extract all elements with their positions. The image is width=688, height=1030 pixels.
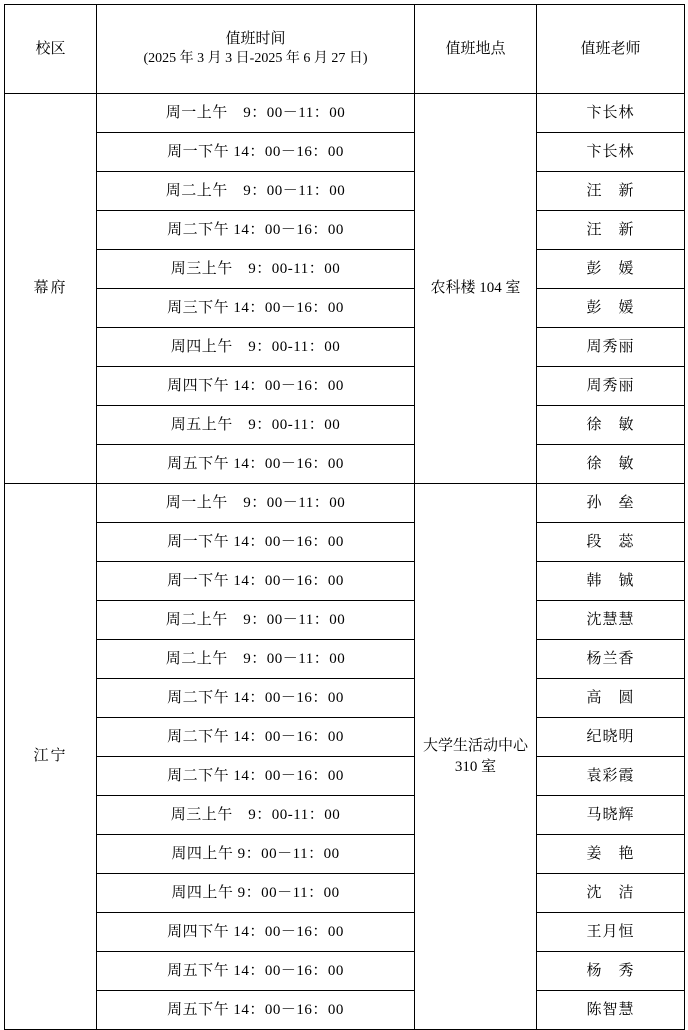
- table-row: [5, 172, 685, 211]
- duty-time-cell: 周二上午 9：00－11：00: [97, 172, 415, 211]
- duty-teacher-cell: 孙 垒: [537, 484, 685, 523]
- table-row: [5, 913, 685, 952]
- duty-time-cell: 周二下午 14：00－16：00: [97, 757, 415, 796]
- table-row: [5, 94, 685, 133]
- duty-teacher-cell: 汪 新: [537, 211, 685, 250]
- duty-time-cell: 周四下午 14：00－16：00: [97, 913, 415, 952]
- table-row: [5, 562, 685, 601]
- duty-time-cell: 周五下午 14：00－16：00: [97, 952, 415, 991]
- duty-teacher-cell: 陈智慧: [537, 991, 685, 1030]
- table-row: [5, 523, 685, 562]
- duty-teacher-cell: 周秀丽: [537, 328, 685, 367]
- duty-time-cell: 周二上午 9：00－11：00: [97, 601, 415, 640]
- duty-teacher-cell: 姜 艳: [537, 835, 685, 874]
- duty-place-cell: [415, 484, 537, 1030]
- table-row: [5, 211, 685, 250]
- duty-time-cell: 周一下午 14：00－16：00: [97, 562, 415, 601]
- duty-teacher-cell: 卞长林: [537, 94, 685, 133]
- table-row: [5, 991, 685, 1030]
- duty-teacher-cell: 沈 洁: [537, 874, 685, 913]
- table-row: [5, 484, 685, 523]
- table-row: [5, 718, 685, 757]
- duty-time-cell: 周二下午 14：00－16：00: [97, 211, 415, 250]
- duty-time-cell: 周二下午 14：00－16：00: [97, 718, 415, 757]
- duty-teacher-cell: 杨兰香: [537, 640, 685, 679]
- duty-teacher-cell: 沈慧慧: [537, 601, 685, 640]
- duty-time-cell: 周三上午 9：00-11：00: [97, 250, 415, 289]
- duty-place-cell: [415, 94, 537, 484]
- duty-time-cell: 周一上午 9：00－11：00: [97, 484, 415, 523]
- duty-time-cell: 周五下午 14：00－16：00: [97, 445, 415, 484]
- duty-teacher-cell: 杨 秀: [537, 952, 685, 991]
- duty-time-cell: 周一下午 14：00－16：00: [97, 523, 415, 562]
- table-row: [5, 796, 685, 835]
- table-row: [5, 952, 685, 991]
- duty-schedule-table: [4, 4, 685, 1030]
- duty-time-cell: 周四下午 14：00－16：00: [97, 367, 415, 406]
- duty-teacher-cell: 高 圆: [537, 679, 685, 718]
- table-row: [5, 289, 685, 328]
- table-row: [5, 445, 685, 484]
- table-row: [5, 133, 685, 172]
- duty-teacher-cell: 彭 媛: [537, 289, 685, 328]
- duty-teacher-cell: 王月恒: [537, 913, 685, 952]
- duty-teacher-cell: 韩 铖: [537, 562, 685, 601]
- table-row: [5, 367, 685, 406]
- header-time-line2: (2025 年 3 月 3 日-2025 年 6 月 27 日): [143, 50, 368, 66]
- duty-time-cell: 周一下午 14：00－16：00: [97, 133, 415, 172]
- duty-time-cell: 周五上午 9：00-11：00: [97, 406, 415, 445]
- header-campus: 校区: [5, 5, 97, 94]
- duty-place-line2: 310 室: [454, 758, 497, 775]
- duty-teacher-cell: 徐 敏: [537, 445, 685, 484]
- table-row: [5, 601, 685, 640]
- duty-teacher-cell: 彭 媛: [537, 250, 685, 289]
- table-header-row: [5, 5, 685, 94]
- header-teacher: 值班老师: [537, 5, 685, 94]
- duty-teacher-cell: 袁彩霞: [537, 757, 685, 796]
- table-row: [5, 835, 685, 874]
- duty-teacher-cell: 纪晓明: [537, 718, 685, 757]
- table-row: [5, 640, 685, 679]
- table-row: [5, 874, 685, 913]
- duty-teacher-cell: 汪 新: [537, 172, 685, 211]
- campus-cell: 幕府: [5, 94, 97, 484]
- duty-teacher-cell: 马晓辉: [537, 796, 685, 835]
- duty-time-cell: 周四上午 9：00-11：00: [97, 328, 415, 367]
- header-place: 值班地点: [415, 5, 537, 94]
- duty-time-cell: 周二下午 14：00－16：00: [97, 679, 415, 718]
- header-time-line1: 值班时间: [225, 31, 286, 48]
- duty-time-cell: 周二上午 9：00－11：00: [97, 640, 415, 679]
- duty-time-cell: 周四上午 9：00－11：00: [97, 874, 415, 913]
- duty-teacher-cell: 周秀丽: [537, 367, 685, 406]
- duty-time-cell: 周三上午 9：00-11：00: [97, 796, 415, 835]
- duty-time-cell: 周四上午 9：00－11：00: [97, 835, 415, 874]
- table-row: [5, 757, 685, 796]
- duty-time-cell: 周五下午 14：00－16：00: [97, 991, 415, 1030]
- duty-time-cell: 周三下午 14：00－16：00: [97, 289, 415, 328]
- duty-teacher-cell: 卞长林: [537, 133, 685, 172]
- duty-place-line1: 农科楼 104 室: [430, 280, 521, 297]
- table-row: [5, 679, 685, 718]
- duty-time-cell: 周一上午 9：00－11：00: [97, 94, 415, 133]
- duty-teacher-cell: 段 蕊: [537, 523, 685, 562]
- header-time: [97, 5, 415, 94]
- table-row: [5, 328, 685, 367]
- duty-teacher-cell: 徐 敏: [537, 406, 685, 445]
- duty-place-line1: 大学生活动中心: [422, 738, 528, 755]
- table-row: [5, 250, 685, 289]
- table-row: [5, 406, 685, 445]
- campus-cell: 江宁: [5, 484, 97, 1030]
